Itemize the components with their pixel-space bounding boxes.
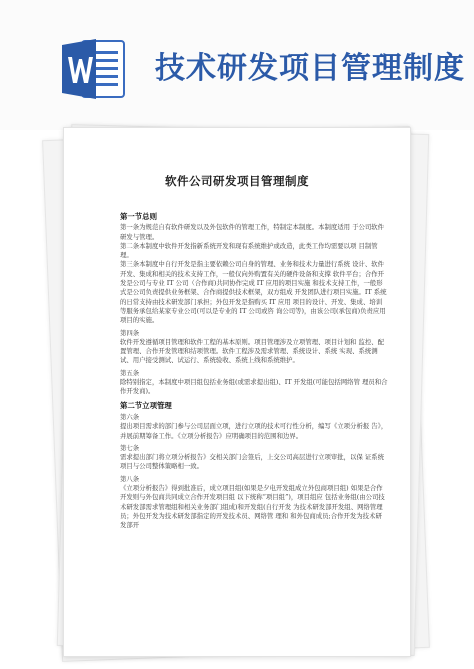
article-label: 第四条 [120,328,140,337]
paragraph: 第三条本制度中自行开发是指主要依赖公司自身的管理、业务和技术力量进行系统 设计、软件开发、集成和相关的技术支持工作，一般仅向外购置有关的硬件设备和支撑 软件平台；合作开发是公司与专业 IT 公司（合作商)共同协作完成 IT 应用的项目实施 和技术支持工作，一般形式是公司负责提供业务框架、合作商提供技术框架，双方组成 开发团队进行项目实施。IT 系统的日常支持由技术研发部门承担；外包开发是指购买 IT 应用 项目的设计、开发、集成、培训等服务承包给某家专业公司(可以是专业的 IT 公司或咨 询公司等)，由该公司(承包商)负责应用项目的实施。 [120,260,387,325]
document-page [63,127,411,657]
paragraph: 第一条为规范自有软件研发以及外包软件的管理工作，特制定本制度。本制度适用 于公司软件研发与管理。 [120,223,385,241]
section-heading: 第二节立项管理 [120,400,172,410]
word-document-icon [60,35,128,103]
article-label: 第五条 [120,368,140,377]
paragraph: 需求提出部门将立项分析报告》交相关部门会签后，上交公司高层进行立项审批，以保 证系统项目与公司整体策略相一致。 [120,453,385,471]
paragraph: 提出项目需求的部门参与公司层面立项，进行立项的技术可行性分析，编写《立项分析报 告》，并展前期筹备工作。《立项分析报告》应明确项目的范围和边界。 [120,422,388,440]
paragraph: 除特别指定，本制度中项目组包括业务组(或需求提出组)、IT 开发组(可能包括网络管 理员和合作开发商)。 [120,378,388,396]
banner-title: 技术研发项目管理制度 [155,51,465,86]
paragraph: 软件开发遵循项目管理和软件工程的基本原则。项目管理涉及立项管理、项目计划和 监控、配置管理、合作开发管理和结项管理。软件工程涉及需求管理、系统设计、系统 实现、系统测试、用户接受测试、试运行、系统验收、系统上线和系统维护。 [120,337,385,365]
banner [0,0,474,130]
paragraph: 第二条本制度中软件开发指新系统开发和现有系统维护或改造，此类工作均需要以项 目制管理。 [120,241,378,260]
article-label: 第七条 [120,443,140,452]
article-label: 第八条 [120,474,140,483]
document-title: 软件公司研发项目管理制度 [165,174,309,188]
section-heading: 第一节总则 [120,212,157,221]
article-label: 第六条 [120,412,140,421]
paragraph: 《立项分析报告》得到批准后，成立项目组(如果是夕电开发组成立外包商项目组) 如果是合作开发则与外包商共同成立合作开发项目组 以下统称“项目组”)，项目组应 包括业务组(由公司技术研发部需求管理组和相关业务部门组成)和开发组(自行开发 为技术研发部开发组、网络管理员；外包开发为技术研发部指定的开发技术员、网络管 理和 和外包商成员;合作开发为技术研发部开 [120,484,385,530]
document-body [120,208,388,531]
document-preview [60,125,414,655]
